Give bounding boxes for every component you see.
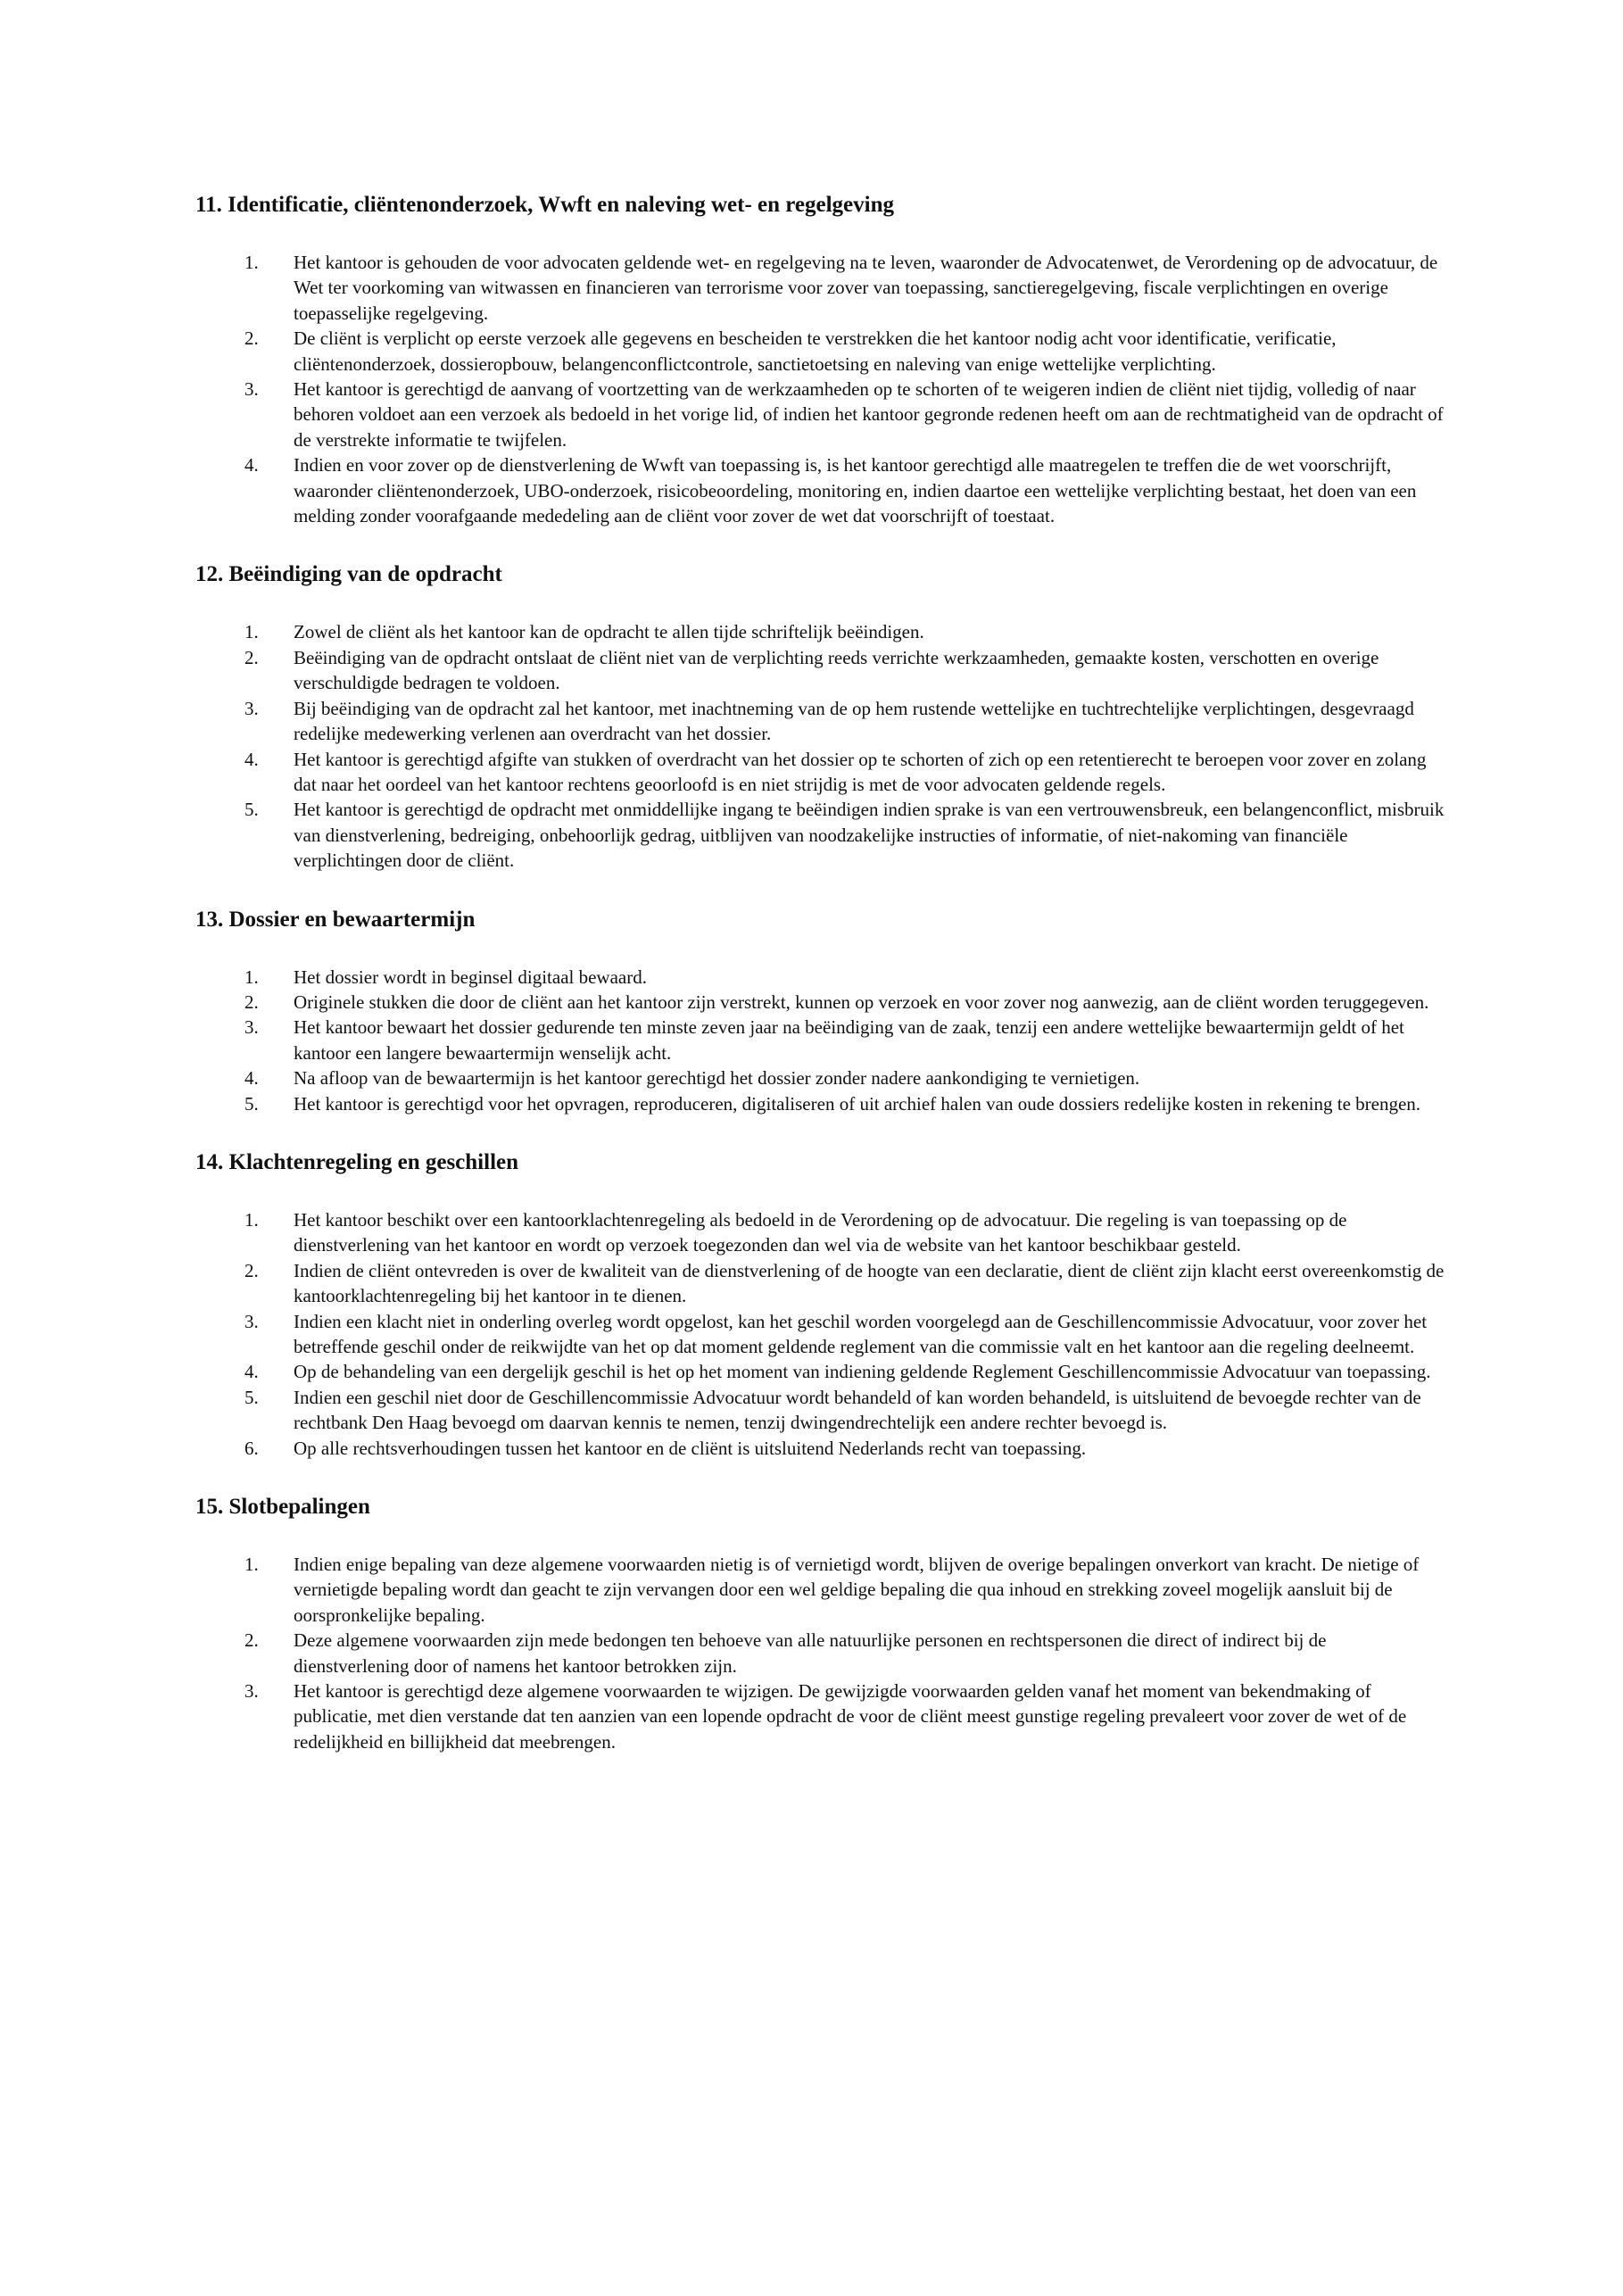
- clause-item: [195, 1359, 1445, 1384]
- clause-list: [195, 250, 1445, 528]
- clause-item: [195, 747, 1445, 798]
- clause-item: [195, 965, 1445, 990]
- clause-text: Het dossier wordt in beginsel digitaal bewaard.: [294, 966, 647, 988]
- clause-text: De cliënt is verplicht op eerste verzoek alle gegevens en bescheiden te verstrekken die het kantoor nodig acht voor identificatie, verificatie, cliëntenonderzoek, dossieropbouw, belangenconflictcontrole, sanctietoetsing en naleving van enige wettelijke verplichting.: [294, 327, 1337, 375]
- section-14: [195, 1148, 1445, 1461]
- clause-number: 4.: [244, 1361, 259, 1383]
- section-heading: 12. Beëindiging van de opdracht: [195, 562, 502, 587]
- clause-text: Het kantoor is gerechtigd voor het opvragen, reproduceren, digitaliseren of uit archief halen van oude dossiers redelijke kosten in rekening te brengen.: [294, 1092, 1421, 1115]
- section-11: [195, 191, 1445, 528]
- clause-item: [195, 1258, 1445, 1309]
- section-13: [195, 906, 1445, 1116]
- clause-item: [195, 1309, 1445, 1360]
- clause-text: Het kantoor is gerechtigd afgifte van stukken of overdracht van het dossier op te schorten of zich op een retentierecht te beroepen voor zover en zolang dat naar het oordeel van het kantoor rechtens geoorloofd is en niet strijdig is met de voor advocaten geldende regels.: [294, 748, 1427, 795]
- section-heading: 14. Klachtenregeling en geschillen: [195, 1149, 519, 1174]
- clause-item: [195, 990, 1445, 1015]
- clause-list: [195, 965, 1445, 1116]
- clause-number: 5.: [244, 1092, 259, 1115]
- clause-number: 4.: [244, 748, 259, 770]
- clause-text: Indien een geschil niet door de Geschillencommissie Advocatuur wordt behandeld of kan worden behandeld, is uitsluitend de bevoegde rechter van de rechtbank Den Haag bevoegd om daarvan kennis te nemen, tenzij dwingendrechtelijk een andere rechter bevoegd is.: [294, 1386, 1421, 1434]
- clause-item: [195, 797, 1445, 873]
- clause-item: [195, 1678, 1445, 1754]
- clause-text: Bij beëindiging van de opdracht zal het kantoor, met inachtneming van de op hem rustende wettelijke en tuchtrechtelijke verplichtingen, desgevraagd redelijke medewerking verlenen aan overdracht van het dossier.: [294, 697, 1414, 745]
- clause-item: [195, 1207, 1445, 1258]
- clause-text: Het kantoor is gerechtigd de aanvang of voortzetting van de werkzaamheden op te schorten of te weigeren indien de cliënt niet tijdig, volledig of naar behoren voldoet aan een verzoek als bedoeld in het vorige lid, of indien het kantoor gegronde redenen heeft om aan de rechtmatigheid van de opdracht of de verstrekte informatie te twijfelen.: [294, 378, 1444, 451]
- clause-text: Indien enige bepaling van deze algemene voorwaarden nietig is of vernietigd wordt, blijven de overige bepalingen onverkort van kracht. De nietige of vernietigde bepaling wordt dan geacht te zijn vervangen door een wel geldige bepaling die qua inhoud en strekking zoveel mogelijk aansluit bij de oorspronkelijke bepaling.: [294, 1554, 1420, 1626]
- clause-number: 2.: [244, 646, 259, 668]
- clause-number: 2.: [244, 327, 259, 350]
- clause-item: [195, 452, 1445, 528]
- clause-text: Originele stukken die door de cliënt aan het kantoor zijn verstrekt, kunnen op verzoek en voor zover nog aanwezig, aan de cliënt worden teruggegeven.: [294, 991, 1429, 1013]
- clause-text: Indien de cliënt ontevreden is over de kwaliteit van de dienstverlening of de hoogte van een declaratie, dient de cliënt zijn klacht eerst overeenkomstig de kantoorklachtenregeling bij het kantoor in te dienen.: [294, 1259, 1445, 1307]
- clause-item: [195, 1628, 1445, 1678]
- clause-item: [195, 645, 1445, 696]
- clause-number: 1.: [244, 1208, 259, 1231]
- clause-number: 4.: [244, 1067, 259, 1090]
- clause-text: Beëindiging van de opdracht ontslaat de cliënt niet van de verplichting reeds verrichte werkzaamheden, gemaakte kosten, verschotten en overige verschuldigde bedragen te voldoen.: [294, 646, 1379, 694]
- clause-number: 1.: [244, 966, 259, 988]
- clause-number: 2.: [244, 1629, 259, 1652]
- clause-item: [195, 1436, 1445, 1461]
- section-heading: 15. Slotbepalingen: [195, 1495, 370, 1520]
- clause-number: 1.: [244, 1554, 259, 1576]
- clause-number: 2.: [244, 991, 259, 1013]
- clause-text: Na afloop van de bewaartermijn is het kantoor gerechtigd het dossier zonder nadere aankondiging te vernietigen.: [294, 1067, 1140, 1090]
- clause-text: Het kantoor is gerechtigd deze algemene voorwaarden te wijzigen. De gewijzigde voorwaarden gelden vanaf het moment van bekendmaking of publicatie, met dien verstande dat ten aanzien van een lopende opdracht de voor de cliënt meest gunstige regeling prevaleert voor zover de wet of de redelijkheid en billijkheid dat meebrengen.: [294, 1680, 1407, 1753]
- clause-item: [195, 619, 1445, 644]
- clause-list: [195, 619, 1445, 873]
- section-heading: 11. Identificatie, cliëntenonderzoek, Wwft en naleving wet- en regelgeving: [195, 193, 894, 217]
- clause-number: 2.: [244, 1259, 259, 1281]
- clause-text: Het kantoor is gehouden de voor advocaten geldende wet- en regelgeving na te leven, waaronder de Advocatenwet, de Verordening op de advocatuur, de Wet ter voorkoming van witwassen en financieren van terrorisme voor zover van toepassing, sanctieregelgeving, fiscale verplichtingen en overige toepasselijke regelgeving.: [294, 252, 1438, 324]
- clause-item: [195, 1091, 1445, 1116]
- clause-number: 1.: [244, 621, 259, 643]
- clause-number: 4.: [244, 454, 259, 477]
- clause-number: 5.: [244, 1386, 259, 1408]
- clause-number: 3.: [244, 697, 259, 719]
- clause-text: Zowel de cliënt als het kantoor kan de opdracht te allen tijde schriftelijk beëindigen.: [294, 621, 924, 643]
- clause-number: 3.: [244, 1016, 259, 1039]
- clause-text: Deze algemene voorwaarden zijn mede bedongen ten behoeve van alle natuurlijke personen en rechtspersonen die direct of indirect bij de dienstverlening door of namens het kantoor betrokken zijn.: [294, 1629, 1327, 1677]
- clause-item: [195, 1552, 1445, 1628]
- section-heading: 13. Dossier en bewaartermijn: [195, 907, 476, 932]
- clause-text: Het kantoor beschikt over een kantoorklachtenregeling als bedoeld in de Verordening op de advocatuur. Die regeling is van toepassing op de dienstverlening van het kantoor en wordt op verzoek toegezonden dan wel via de website van het kantoor beschikbaar gesteld.: [294, 1208, 1347, 1256]
- clause-text: Het kantoor bewaart het dossier gedurende ten minste zeven jaar na beëindiging van de zaak, tenzij een andere wettelijke bewaartermijn geldt of het kantoor een langere bewaartermijn wenselijk acht.: [294, 1016, 1404, 1064]
- clause-number: 3.: [244, 1680, 259, 1703]
- section-12: [195, 560, 1445, 873]
- clause-item: [195, 1385, 1445, 1436]
- clause-number: 5.: [244, 799, 259, 821]
- clause-number: 1.: [244, 252, 259, 273]
- clause-text: Op de behandeling van een dergelijk geschil is het op het moment van indiening geldende Reglement Geschillencommissie Advocatuur van toepassing.: [294, 1361, 1431, 1383]
- clause-text: Het kantoor is gerechtigd de opdracht met onmiddellijke ingang te beëindigen indien sprake is van een vertrouwensbreuk, een belangenconflict, misbruik van dienstverlening, bedreiging, onbehoorlijk gedrag, uitblijven van noodzakelijke instructies of informatie, of niet-nakoming van financiële verplichtingen door de cliënt.: [294, 799, 1445, 872]
- clause-text: Indien een klacht niet in onderling overleg wordt opgelost, kan het geschil worden voorgelegd aan de Geschillencommissie Advocatuur, voor zover het betreffende geschil onder de reikwijdte van het op dat moment geldende reglement van die commissie valt en het kantoor aan die regeling deelneemt.: [294, 1310, 1428, 1357]
- clause-list: [195, 1207, 1445, 1461]
- clause-text: Indien en voor zover op de dienstverlening de Wwft van toepassing is, is het kantoor gerechtigd alle maatregelen te treffen die de wet voorschrijft, waaronder cliëntenonderzoek, UBO-onderzoek, risicobeoordeling, monitoring en, indien daartoe een wettelijke verplichting bestaat, het doen van een melding zonder voorafgaande mededeling aan de cliënt voor zover de wet dat voorschrijft of toestaat.: [294, 454, 1417, 527]
- clause-item: [195, 1015, 1445, 1065]
- clause-text: Op alle rechtsverhoudingen tussen het kantoor en de cliënt is uitsluitend Nederlands recht van toepassing.: [294, 1437, 1087, 1459]
- document-body: [195, 191, 1445, 1786]
- clause-item: [195, 1065, 1445, 1090]
- section-15: [195, 1493, 1445, 1754]
- clause-number: 3.: [244, 1310, 259, 1332]
- clause-item: [195, 326, 1445, 377]
- clause-number: 6.: [244, 1437, 259, 1459]
- clause-number: 3.: [244, 378, 259, 401]
- clause-item: [195, 696, 1445, 747]
- clause-item: [195, 250, 1445, 326]
- clause-item: [195, 377, 1445, 452]
- clause-list: [195, 1552, 1445, 1754]
